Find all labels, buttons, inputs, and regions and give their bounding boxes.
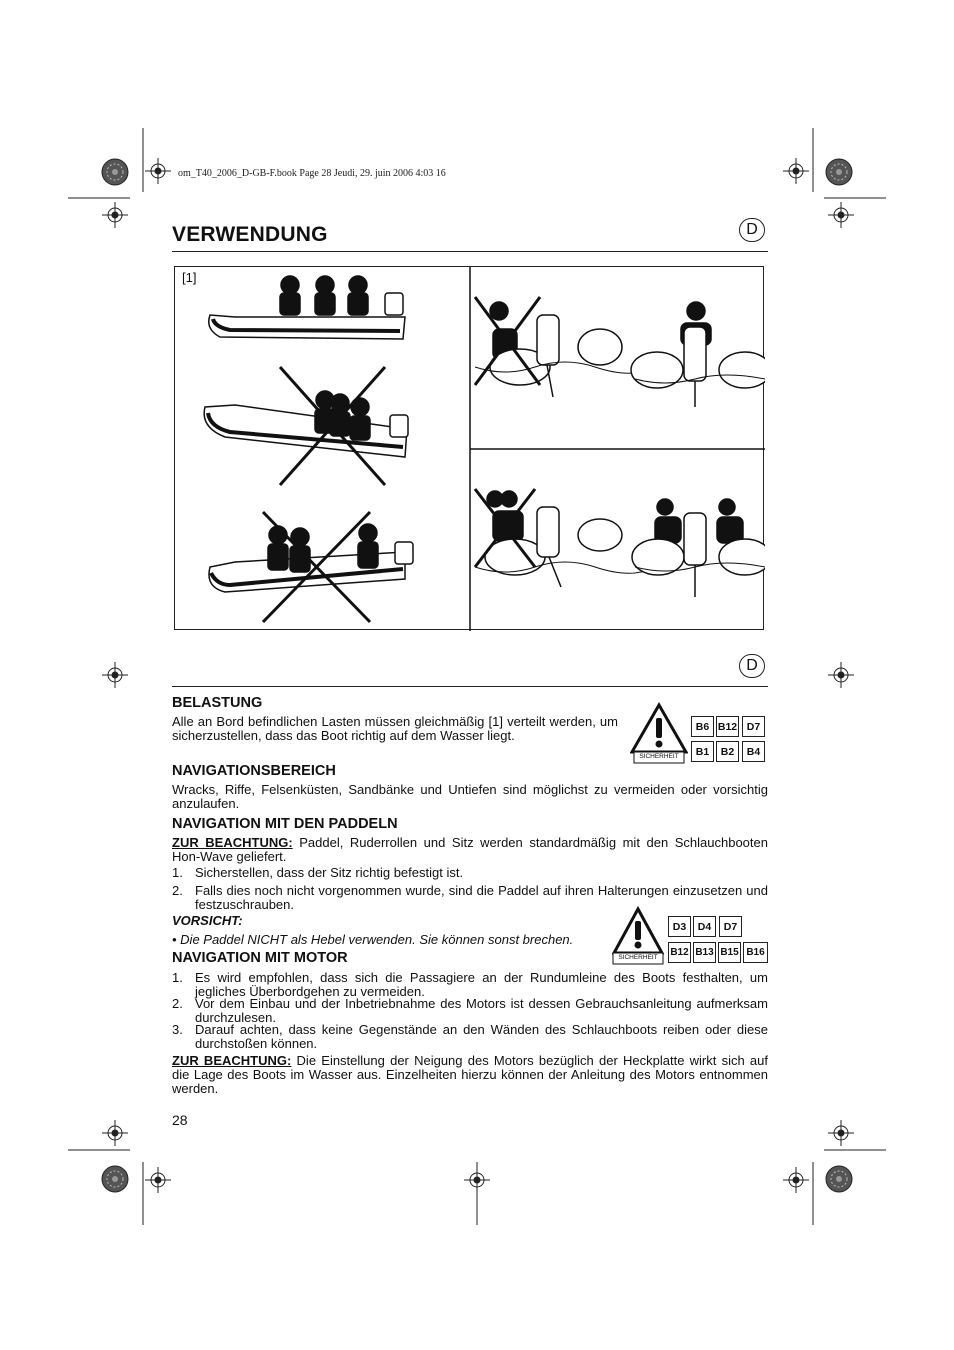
safety-warning-block-1: [630, 702, 768, 766]
belastung-text: Alle an Bord befindlichen Lasten müssen gleichmäßig [1] verteilt werden, um sicherzustellen, dass das Boot richtig auf dem Wasser liegt.: [172, 714, 618, 743]
boat-loading-illustrations: [175, 267, 765, 631]
paddeln-note: [172, 836, 768, 864]
list-item-text: Vor dem Einbau und der Inbetriebnahme des Motors ist dessen Gebrauchsanleitung aufmerksam durchzulesen.: [195, 996, 768, 1025]
code-cell: B16: [743, 942, 768, 963]
figure-ref-label: [1]: [182, 270, 197, 285]
registration-target-icon: [102, 202, 128, 228]
list-item-number: 2.: [172, 996, 183, 1011]
navigationsbereich-text: Wracks, Riffe, Felsenküsten, Sandbänke und Untiefen sind möglichst zu vermeiden oder vorsichtig anzulaufen.: [172, 782, 768, 811]
color-wheel-icon: [825, 158, 853, 186]
code-cell: D7: [719, 916, 742, 937]
code-cell: B12: [668, 942, 691, 963]
list-item: [172, 1023, 768, 1051]
section-rule: [172, 686, 768, 687]
code-cell: B2: [716, 741, 739, 762]
page-title: VERWENDUNG: [172, 223, 328, 246]
registration-target-icon: [464, 1167, 490, 1193]
code-cell: D4: [693, 916, 716, 937]
list-item-number: 1.: [172, 865, 183, 880]
registration-target-icon: [102, 1120, 128, 1146]
paddeln-steps: [172, 865, 768, 912]
registration-target-icon: [828, 662, 854, 688]
title-rule: [172, 251, 768, 252]
list-item: [172, 997, 768, 1025]
registration-target-icon: [783, 158, 809, 184]
code-cell: B6: [691, 716, 714, 737]
registration-target-icon: [145, 158, 171, 184]
color-wheel-icon: [101, 158, 129, 186]
list-item: [172, 971, 768, 999]
caution-text: • Die Paddel NICHT als Hebel verwenden. Sie können sonst brechen.: [172, 932, 574, 947]
note-text: Die Einstellung der Neigung des Motors bezüglich der Heckplatte wirkt sich auf die Lage des Boots im Wasser aus. Einzelheiten hierzu können der Anleitung des Motors entnommen werden.: [172, 1053, 768, 1096]
note-label: ZUR BEACHTUNG:: [172, 1053, 292, 1068]
list-item-text: Darauf achten, dass keine Gegenstände an den Wänden des Schlauchboots reiben oder diese durchstoßen können.: [195, 1022, 768, 1051]
registration-target-icon: [145, 1167, 171, 1193]
section-heading-navigationsbereich: NAVIGATIONSBEREICH: [172, 763, 336, 779]
language-badge: D: [739, 218, 765, 242]
section-heading-motor: NAVIGATION MIT MOTOR: [172, 950, 348, 966]
safety-label: SICHERHEIT: [639, 753, 679, 760]
figure-frame: [174, 266, 764, 630]
list-item-number: 1.: [172, 970, 183, 985]
registration-target-icon: [102, 662, 128, 688]
safety-label: SICHERHEIT: [618, 954, 658, 961]
motor-note: [172, 1054, 768, 1096]
section-heading-paddeln: NAVIGATION MIT DEN PADDELN: [172, 816, 398, 832]
list-item-text: Falls dies noch nicht vorgenommen wurde, sind die Paddel auf ihren Halterungen einzusetzen und festzuschrauben.: [195, 883, 768, 912]
list-item-number: 2.: [172, 883, 183, 898]
language-badge-section: D: [739, 654, 765, 678]
section-heading-belastung: BELASTUNG: [172, 695, 263, 711]
color-wheel-icon: [825, 1165, 853, 1193]
registration-target-icon: [828, 1120, 854, 1146]
color-wheel-icon: [101, 1165, 129, 1193]
registration-target-icon: [828, 202, 854, 228]
code-cell: D3: [668, 916, 691, 937]
print-header: om_T40_2006_D-GB-F.book Page 28 Jeudi, 29. juin 2006 4:03 16: [178, 168, 446, 179]
note-text: Paddel, Ruderrollen und Sitz werden standardmäßig mit den Schlauchbooten Hon-Wave geliefert.: [172, 835, 768, 864]
list-item-number: 3.: [172, 1022, 183, 1037]
safety-warning-block-2: [612, 906, 768, 968]
code-cell: B1: [691, 741, 714, 762]
code-cell: D7: [742, 716, 765, 737]
note-label: ZUR BEACHTUNG:: [172, 835, 293, 850]
code-cell: B15: [718, 942, 741, 963]
caution-label: VORSICHT:: [172, 913, 243, 928]
code-cell: B4: [742, 741, 765, 762]
code-cell: B12: [716, 716, 739, 737]
list-item-text: Es wird empfohlen, dass sich die Passagiere an der Rundumleine des Boots festhalten, um jegliches Überbordgehen zu vermeiden.: [195, 970, 768, 999]
motor-steps: [172, 971, 768, 1053]
registration-target-icon: [783, 1167, 809, 1193]
code-cell: B13: [693, 942, 716, 963]
list-item-text: Sicherstellen, dass der Sitz richtig befestigt ist.: [195, 865, 464, 880]
list-item: [172, 866, 768, 880]
page-number: 28: [172, 1112, 188, 1128]
